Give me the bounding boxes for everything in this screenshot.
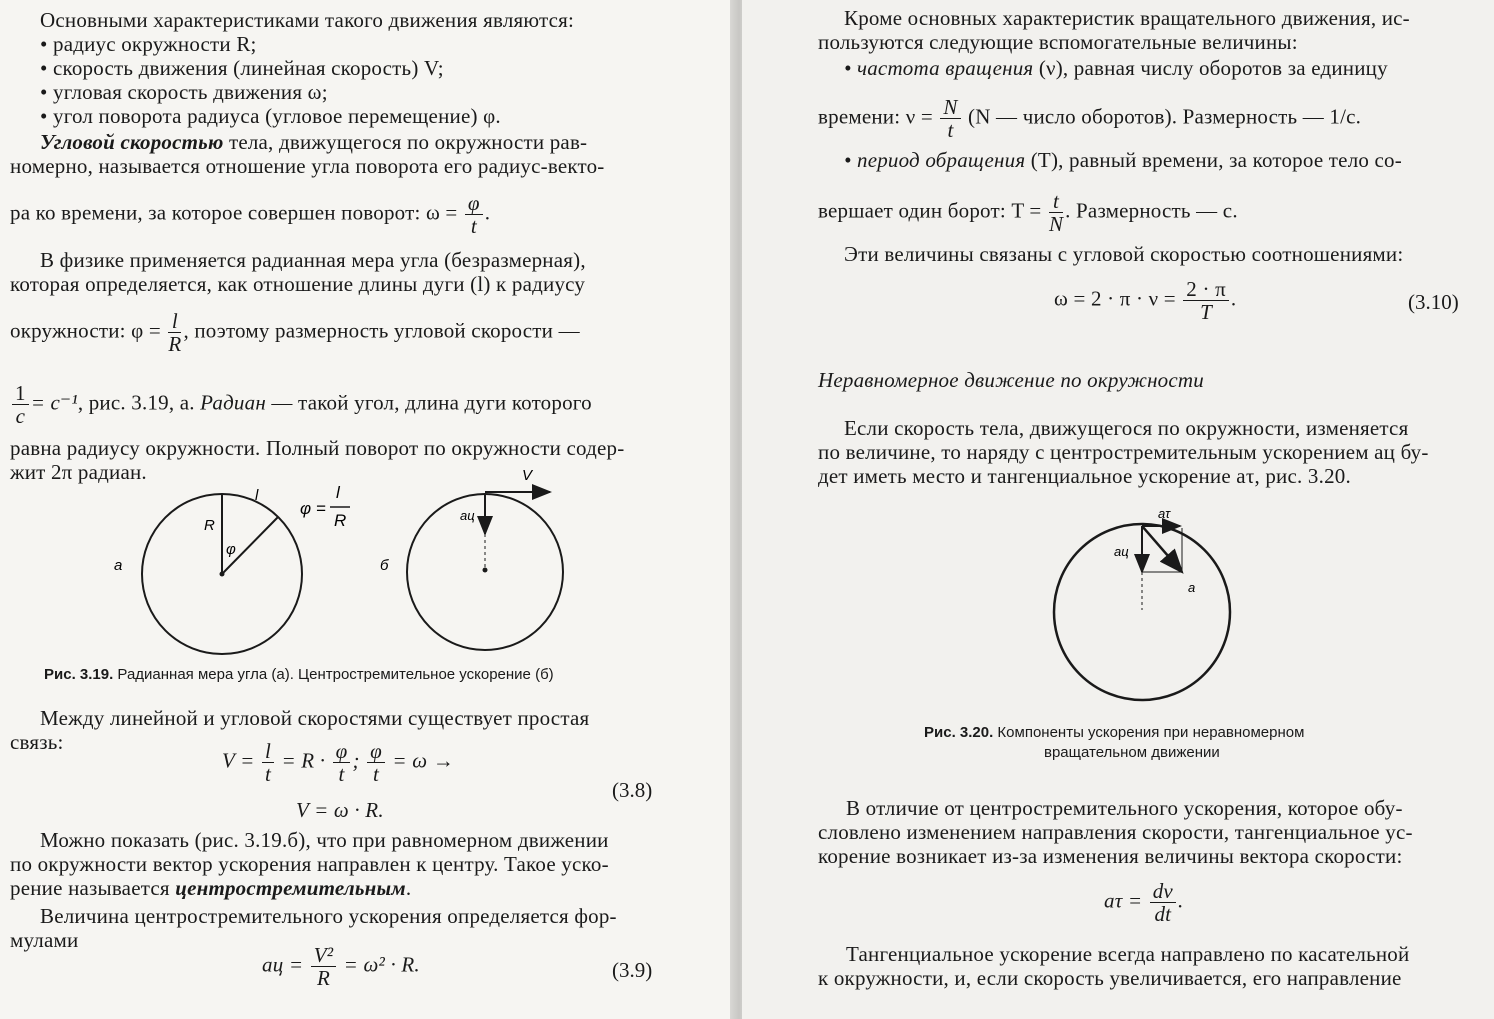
text-span: времени: ν = <box>818 104 933 129</box>
fraction <box>168 310 181 355</box>
list-item-angular-speed: • угловая скорость движения ω; <box>40 80 328 104</box>
caption-label: Рис. 3.20. <box>924 724 994 741</box>
list-item-speed: • скорость движения (линейная скорость) V; <box>40 56 444 80</box>
label-phi: φ <box>226 541 236 558</box>
text-line: мулами <box>10 928 79 952</box>
text-line <box>10 382 592 427</box>
text-span: ра ко времени, за которое совершен поворот: ω = <box>10 200 458 225</box>
fraction-numerator: φ <box>333 740 351 763</box>
text-line: Можно показать (рис. 3.19.б), что при равномерном движении <box>40 828 609 852</box>
text-span: , рис. 3.19, а. <box>77 390 195 415</box>
equation-3-9 <box>262 944 420 989</box>
fig-formula-num: l <box>336 483 340 502</box>
fraction-denominator: R <box>316 966 330 990</box>
text-line: равна радиусу окружности. Полный поворот по окружности содер- <box>10 436 625 460</box>
text-span: тела, движущегося по окружности рав- <box>223 130 588 154</box>
fraction <box>1049 190 1063 235</box>
label-V: V <box>522 467 533 484</box>
eq-part: aц = <box>262 952 304 977</box>
eq-part: aτ = <box>1104 888 1143 913</box>
text-line: жит 2π радиан. <box>10 460 147 484</box>
eq-part: V = <box>222 748 255 773</box>
label-a: a <box>1188 580 1196 595</box>
fraction-numerator: 2 · π <box>1183 278 1229 301</box>
fraction <box>940 96 960 141</box>
fraction <box>367 740 385 785</box>
text-line <box>10 310 580 355</box>
term-centripetal: центростремительным <box>175 876 406 900</box>
text-line: Величина центростремительного ускорения определяется фор- <box>40 904 617 928</box>
text-line <box>844 56 1388 80</box>
fig-formula-lhs: φ = <box>300 499 326 518</box>
fraction-denominator: T <box>1200 300 1213 324</box>
eq-part: = ω² · R. <box>343 952 420 977</box>
text-line: корение возникает из-за изменения величины вектора скорости: <box>818 844 1403 868</box>
text-span: окружности: φ = <box>10 318 161 343</box>
eq-part: = ω → <box>392 748 454 773</box>
text-line: Между линейной и угловой скоростями существует простая <box>40 706 590 730</box>
fraction-denominator: N <box>1048 212 1064 236</box>
fraction-numerator: t <box>1049 190 1063 213</box>
eq-part: ω = 2 · π · ν = <box>1054 286 1176 311</box>
fraction <box>12 382 29 427</box>
equation-3-8-line2: V = ω · R. <box>296 798 384 822</box>
equation-tangential <box>1104 880 1183 925</box>
term-period: • период обращения <box>844 148 1026 172</box>
center-point-b <box>483 568 488 573</box>
text-line: дет иметь место и тангенциальное ускорение aτ, рис. 3.20. <box>818 464 1351 488</box>
text-span: рение называется <box>10 876 170 900</box>
text-line: к окружности, и, если скорость увеличивается, его направление <box>818 966 1402 990</box>
fraction <box>1183 278 1229 323</box>
fraction-numerator: φ <box>465 192 483 215</box>
term-radian: Радиан <box>200 390 266 415</box>
fraction-numerator: l <box>262 740 274 763</box>
figure-caption-3-20 <box>924 724 1304 741</box>
equation-number: (3.9) <box>612 958 653 982</box>
text-line: пользуются следующие вспомогательные величины: <box>818 30 1298 54</box>
eq-part: = R · <box>281 748 326 773</box>
fraction-numerator: N <box>940 96 960 119</box>
text-line: Тангенциальное ускорение всегда направлено по касательной <box>846 942 1410 966</box>
text-line: словлено изменением направления скорости, тангенциальное ус- <box>818 820 1413 844</box>
center-point <box>220 572 225 577</box>
text-line: В отличие от центростремительного ускорения, которое обу- <box>846 796 1403 820</box>
fraction <box>262 740 274 785</box>
fraction-denominator: R <box>168 332 182 356</box>
label-R: R <box>204 517 215 534</box>
fraction-denominator: t <box>470 214 477 238</box>
figure-3-20 <box>1042 500 1242 720</box>
caption-text: Компоненты ускорения при неравномерном <box>993 724 1305 741</box>
fraction-denominator: t <box>264 762 271 786</box>
text-line <box>818 96 1361 141</box>
equation-3-8 <box>222 740 454 785</box>
fraction-denominator: t <box>947 118 954 142</box>
text-line <box>10 876 411 900</box>
text-line: В физике применяется радианная мера угла (безразмерная), <box>40 248 586 272</box>
label-at: aτ <box>1158 506 1171 521</box>
text-line <box>10 192 490 237</box>
label-a: а <box>114 557 123 574</box>
text-span: (ν), равная числу оборотов за единицу <box>1038 56 1388 80</box>
fraction <box>333 740 351 785</box>
total-acceleration-arrow <box>1142 526 1182 572</box>
list-item-angle: • угол поворота радиуса (угловое перемещение) φ. <box>40 104 501 128</box>
eq-part: . <box>1230 286 1237 311</box>
label-ac: aц <box>460 508 475 523</box>
fraction-numerator: φ <box>367 740 385 763</box>
text-line: Кроме основных характеристик вращательного движения, ис- <box>844 6 1410 30</box>
label-ac: aц <box>1114 544 1129 559</box>
fraction-denominator: t <box>338 762 345 786</box>
left-page <box>0 0 730 1019</box>
fraction <box>1150 880 1176 925</box>
text-line: номерно, называется отношение угла поворота его радиус-векто- <box>10 154 605 178</box>
text-span: = c⁻¹ <box>30 390 78 415</box>
right-page <box>742 0 1494 1019</box>
text-span: (N — число оборотов). Размерность — 1/с. <box>968 104 1362 129</box>
figure-3-19 <box>100 462 580 662</box>
text-span: — такой угол, длина дуги которого <box>271 390 592 415</box>
text-line: Основными характеристиками такого движения являются: <box>40 8 575 32</box>
equation-number: (3.8) <box>612 778 653 802</box>
term-angular-speed: Угловой скоростью <box>40 130 224 154</box>
text-line: Эти величины связаны с угловой скоростью соотношениями: <box>844 242 1404 266</box>
section-heading: Неравномерное движение по окружности <box>818 368 1204 392</box>
text-span: . <box>484 200 491 225</box>
label-l: l <box>255 487 259 504</box>
fig-formula-den: R <box>334 511 347 530</box>
caption-text: Радианная мера угла (а). Центростремительное ускорение (б) <box>113 666 554 683</box>
fraction <box>311 944 337 989</box>
text-span: , поэтому размерность угловой скорости — <box>183 318 580 343</box>
list-item-radius: • радиус окружности R; <box>40 32 257 56</box>
text-span: вершает один борот: T = <box>818 198 1042 223</box>
term-frequency: • частота вращения <box>844 56 1034 80</box>
text-line: по величине, то наряду с центростремительным ускорением aц бу- <box>818 440 1429 464</box>
fraction-denominator: dt <box>1154 902 1172 926</box>
text-line <box>40 130 587 154</box>
text-line: по окружности вектор ускорения направлен к центру. Такое уско- <box>10 852 609 876</box>
fraction-numerator: l <box>168 310 181 333</box>
text-line: Если скорость тела, движущегося по окружности, изменяется <box>844 416 1409 440</box>
text-line <box>818 190 1238 235</box>
label-b: б <box>380 557 389 574</box>
fraction-numerator: 1 <box>12 382 29 405</box>
text-span: . Размерность — с. <box>1065 198 1238 223</box>
text-line <box>844 148 1402 172</box>
fraction <box>465 192 483 237</box>
fraction-numerator: dv <box>1150 880 1176 903</box>
equation-3-10 <box>1054 278 1236 323</box>
fraction-numerator: V² <box>311 944 337 967</box>
figure-caption-line2: вращательном движении <box>1044 744 1220 761</box>
caption-label: Рис. 3.19. <box>44 666 114 683</box>
text-line: которая определяется, как отношение длины дуги (l) к радиусу <box>10 272 586 296</box>
eq-part: . <box>1177 888 1184 913</box>
text-span: (T), равный времени, за которое тело со- <box>1030 148 1402 172</box>
equation-number: (3.10) <box>1408 290 1459 314</box>
figure-caption-3-19 <box>44 666 554 683</box>
text-span: . <box>405 876 412 900</box>
eq-part: ; <box>352 748 360 773</box>
fraction-denominator: t <box>373 762 380 786</box>
fraction-denominator: c <box>15 404 26 428</box>
text-line: связь: <box>10 730 64 754</box>
